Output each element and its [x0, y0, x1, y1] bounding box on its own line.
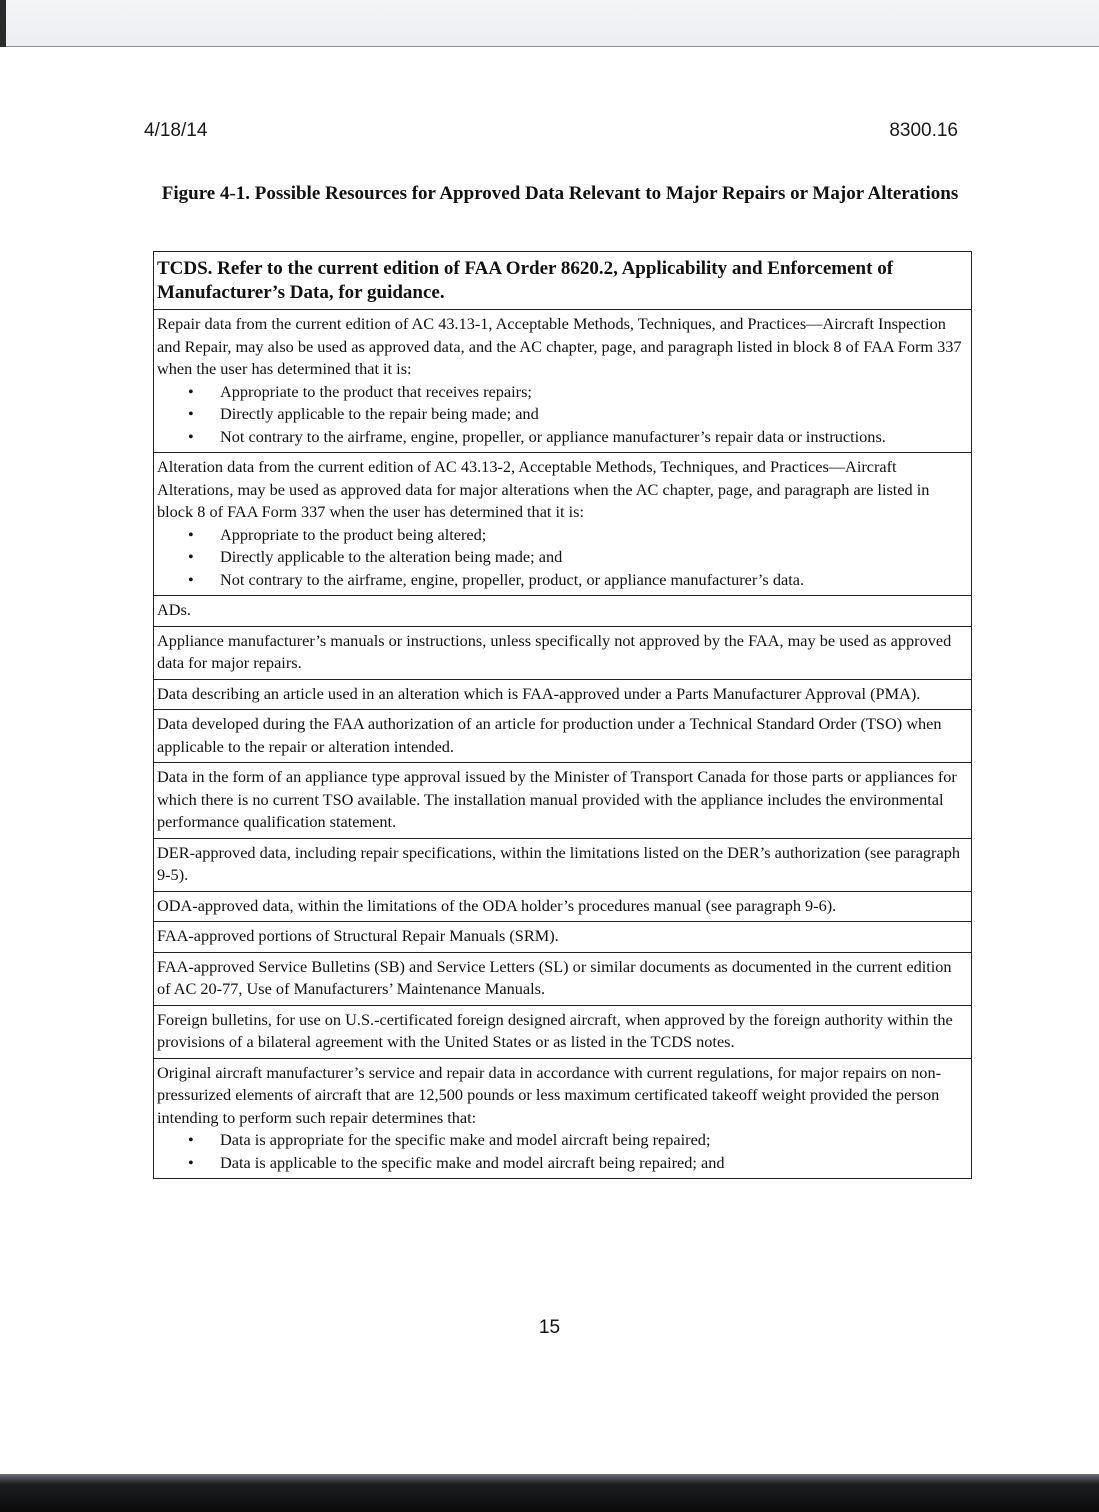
header-order-number: 8300.16 — [889, 120, 958, 141]
table-cell: ODA-approved data, within the limitations of the ODA holder’s procedures manual (see paragraph 9-6). — [154, 891, 972, 922]
row-text: Repair data from the current edition of AC 43.13-1, Acceptable Methods, Techniques, and Practices—Aircraft Inspection and Repair, may also be used as approved data, and the AC chapter, page, and paragraph listed in block 8 of FAA Form 337 when the user has determined that it is: — [157, 314, 962, 378]
table-cell: ADs. — [154, 596, 972, 627]
table-cell: Foreign bulletins, for use on U.S.-certificated foreign designed aircraft, when approved by the foreign authority within the provisions of a bilateral agreement with the United States or as listed in the TCDS notes. — [154, 1005, 972, 1058]
bullet-item: • Not contrary to the airframe, engine, propeller, or appliance manufacturer’s repair data or instructions. — [220, 426, 967, 449]
table-row — [154, 679, 972, 710]
table-row — [154, 596, 972, 627]
table-row — [154, 626, 972, 679]
bullet-item: • Data is applicable to the specific make and model aircraft being repaired; and — [220, 1152, 967, 1175]
table-cell: DER-approved data, including repair specifications, within the limitations listed on the DER’s authorization (see paragraph 9-5). — [154, 838, 972, 891]
table-cell: FAA-approved portions of Structural Repair Manuals (SRM). — [154, 922, 972, 953]
table-row — [154, 310, 972, 453]
row-text: Original aircraft manufacturer’s service and repair data in accordance with current regulations, for major repairs on non-pressurized elements of aircraft that are 12,500 pounds or less maximum certificated takeoff weight provided the person intending to perform such repair determines that: — [157, 1062, 942, 1127]
table-cell: Appliance manufacturer’s manuals or instructions, unless specifically not approved by the FAA, may be used as approved data for major repairs. — [154, 626, 972, 679]
bullet-list — [157, 524, 967, 592]
resources-table — [153, 251, 972, 1179]
table-cell: Data in the form of an appliance type approval issued by the Minister of Transport Canada for those parts or appliances for which there is no current TSO available. The installation manual provided with the appliance includes the environmental performance qualification statement. — [154, 763, 972, 839]
table-row — [154, 922, 972, 953]
figure-title: Figure 4-1. Possible Resources for Approved Data Relevant to Major Repairs or Major Alterations — [161, 183, 959, 204]
scan-bottom-edge — [0, 1474, 1099, 1512]
table-cell — [154, 453, 972, 596]
table-row — [154, 710, 972, 763]
table-row — [154, 763, 972, 839]
bullet-item: • Data is appropriate for the specific make and model aircraft being repaired; — [220, 1129, 967, 1152]
table-row — [154, 453, 972, 596]
table-row — [154, 952, 972, 1005]
table-cell — [154, 1058, 972, 1179]
page-number: 15 — [538, 1317, 561, 1338]
table-heading-cell: TCDS. Refer to the current edition of FAA Order 8620.2, Applicability and Enforcement of Manufacturer’s Data, for guidance. — [154, 252, 972, 310]
table-cell: Data describing an article used in an alteration which is FAA-approved under a Parts Manufacturer Approval (PMA). — [154, 679, 972, 710]
bullet-item: • Appropriate to the product that receives repairs; — [220, 381, 967, 404]
scan-top-edge — [0, 0, 1099, 47]
table-row — [154, 891, 972, 922]
bullet-item: • Appropriate to the product being altered; — [220, 524, 967, 547]
table-cell: Data developed during the FAA authorization of an article for production under a Technical Standard Order (TSO) when applicable to the repair or alteration intended. — [154, 710, 972, 763]
table-row — [154, 1005, 972, 1058]
header-date: 4/18/14 — [144, 120, 208, 141]
bullet-item: • Directly applicable to the repair being made; and — [220, 403, 967, 426]
row-text: Alteration data from the current edition of AC 43.13-2, Acceptable Methods, Techniques, and Practices—Aircraft Alterations, may be used as approved data for major alterations when the AC chapter, page, and paragraph are listed in block 8 of FAA Form 337 when the user has determined that it is: — [157, 457, 930, 521]
table-heading-row — [154, 252, 972, 310]
bullet-list — [157, 381, 967, 449]
table-row — [154, 1058, 972, 1179]
table-cell — [154, 310, 972, 453]
bullet-item: • Directly applicable to the alteration being made; and — [220, 546, 967, 569]
table-row — [154, 838, 972, 891]
bullet-item: • Not contrary to the airframe, engine, propeller, product, or appliance manufacturer’s data. — [220, 569, 967, 592]
table-cell: FAA-approved Service Bulletins (SB) and Service Letters (SL) or similar documents as documented in the current edition of AC 20-77, Use of Manufacturers’ Maintenance Manuals. — [154, 952, 972, 1005]
bullet-list — [157, 1129, 967, 1174]
